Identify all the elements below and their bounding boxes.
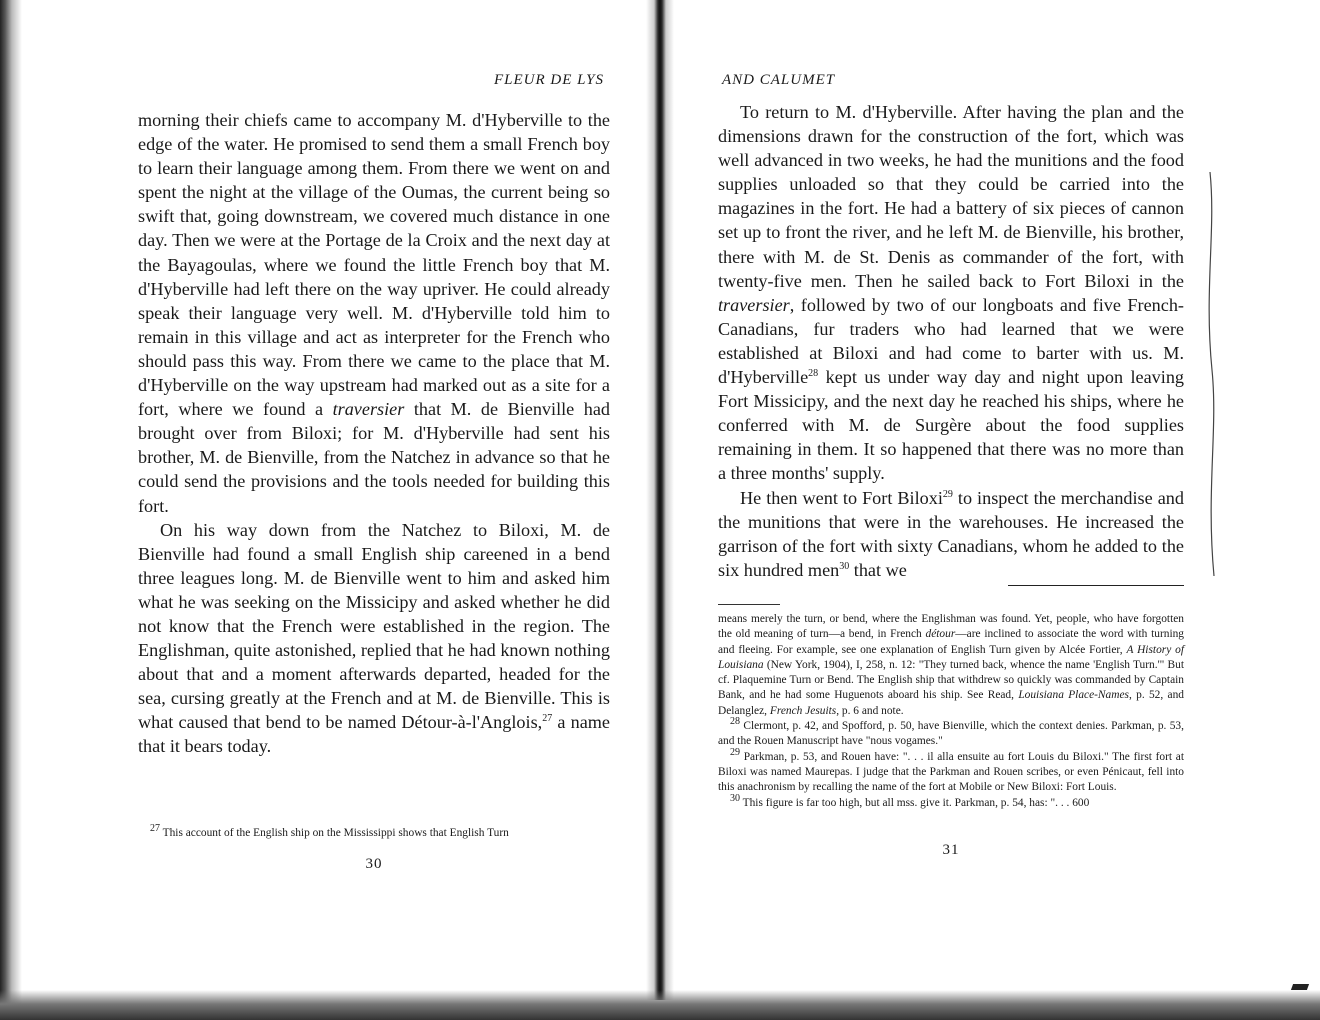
footnote-30: $^{30}$ This figure is far too high, but all mss. give it. Parkman, p. 54, has: ". . . 600 xyxy=(730,792,1090,809)
left-running-head: FLEUR DE LYS xyxy=(493,72,604,88)
corner-ink-mark xyxy=(1291,984,1309,990)
left-book-edge-shadow xyxy=(0,0,22,1020)
footnote-27-continued: means merely the turn, or bend, where the Englishman was found. Yet, people, who have forgotten the old meaning of turn—a bend, in French détour—are inclined to associate the word with turning and fleeing. For example, see one explanation of English Turn given by Alcée Fortier, A History of Louisiana (New York, 1904), I, 258, n. 12: "They turned back, whence the name 'English Turn.'" But cf. Plaquemine Turn or Bend. The English ship that withdrew so quickly was commanded by Captain Bank, and he had some Huguenots aboard his ship. See Read, Louisiana Place-Names, p. 52, and Delanglez, French Jesuits, p. 6 and note. xyxy=(718,613,1184,717)
italic-term: traversier xyxy=(332,399,405,420)
left-paragraph-1: morning their chiefs came to accompany M. d'Hyberville to the edge of the water. He promised to send them a small French boy to learn their language among them. From there we went on and spent the night at the village of the Oumas, the current being so swift that, going downstream, we covered much distance in one day. Then we were at the Portage de la Croix and the next day at the Bayagoulas, where we found the little French boy that M. d'Hyberville had left there on the way upriver. He could already speak their language very well. M. d'Hyberville told him to remain in this village and act as interpreter for the French who should pass this way. From there we came to the place that M. d'Hyberville on the way upstream had marked out as a site for a fort, where we found a traversier that M. de Bienville had brought over from Biloxi; for M. d'Hyberville had sent his brother, M. de Bienville, from the Natchez in advance so that he could send the provisions and the tools needed for building this fort. xyxy=(138,110,611,516)
italic-term: traversier xyxy=(718,294,790,315)
right-page-number: 31 xyxy=(942,842,960,858)
left-page-number: 30 xyxy=(365,856,383,872)
footnote-28: $^{28}$ Clermont, p. 42, and Spofford, p. 50, have Bienville, which the context denies. Parkman, p. 53, and the Rouen Manuscript have "nous vogames." xyxy=(718,716,1184,748)
pencil-margin-bracket xyxy=(1196,170,1222,580)
footnote-ref-28: 28 xyxy=(808,367,819,379)
left-paragraph-2: On his way down from the Natchez to Biloxi, M. de Bienville had found a small English ship careened in a bend three leagues long. M. de Bienville went to him and asked him what he was seeking on the Missicipy and asked whether he did not know that the French were established in the region. The Englishman, quite astonished, replied that he had known nothing about that and a moment afterwards departed, headed for the sea, cursing greatly at the French and at M. de Bienville. This is what caused that bend to be named Détour-à-l'Anglois,$^{27}$ a name that it bears today. xyxy=(138,519,610,757)
pencil-underline-mark xyxy=(1008,585,1184,586)
footnote-ref-29: 29 xyxy=(942,488,953,500)
footnote-ref-30: 30 xyxy=(839,560,850,572)
bottom-edge-shadow xyxy=(0,990,1320,1020)
left-body-text xyxy=(138,108,610,759)
right-paragraph-1: To return to M. d'Hyberville. After having the plan and the dimensions drawn for the construction of the fort, which was well advanced in two weeks, he had the munitions and the food supplies unloaded so that they could be carried into the magazines in the fort. He had a battery of six pieces of cannon set up to front the river, and he left M. de Bienville, his brother, there with M. de St. Denis as commander of the fort, with twenty-five men. Then he sailed back to Fort Biloxi in the traversier, followed by two of our longboats and five French-Canadians, fur traders who had learned that we were established at Biloxi and had come to barter with us. M. d'Hyberville$^{28}$ kept us under way day and night upon leaving Fort Missicipy, and the next day he reached his ships, where he conferred with M. de Surgère about the food supplies remaining in them. It so happened that there was no more than a three months' supply. xyxy=(718,102,1185,484)
footnote-rule xyxy=(718,604,780,605)
footnote-29: $^{29}$ Parkman, p. 53, and Rouen have: ". . . il alla ensuite au fort Louis du Biloxi." The first fort at Biloxi was named Maurepas. I judge that the Parkman and Rouen scribes, or even Pénicaut, fell into this anachronism by recalling the name of the fort at Mobile or New Biloxi: Fort Louis. xyxy=(718,746,1184,794)
footnote-27: $^{27}$ This account of the English ship on the Mississippi shows that English Turn xyxy=(150,823,509,839)
book-gutter xyxy=(646,0,674,1000)
footnote-ref-27: 27 xyxy=(542,713,553,725)
right-footnotes xyxy=(718,612,1184,811)
left-footnotes xyxy=(138,823,610,841)
right-body-text xyxy=(718,100,1184,582)
right-running-head: AND CALUMET xyxy=(722,72,836,88)
right-paragraph-2: He then went to Fort Biloxi$^{29}$ to inspect the merchandise and the munitions that were in the warehouses. He increased the garrison of the fort with sixty Canadians, whom he added to the six hundred men$^{30}$ that we xyxy=(718,487,1184,580)
